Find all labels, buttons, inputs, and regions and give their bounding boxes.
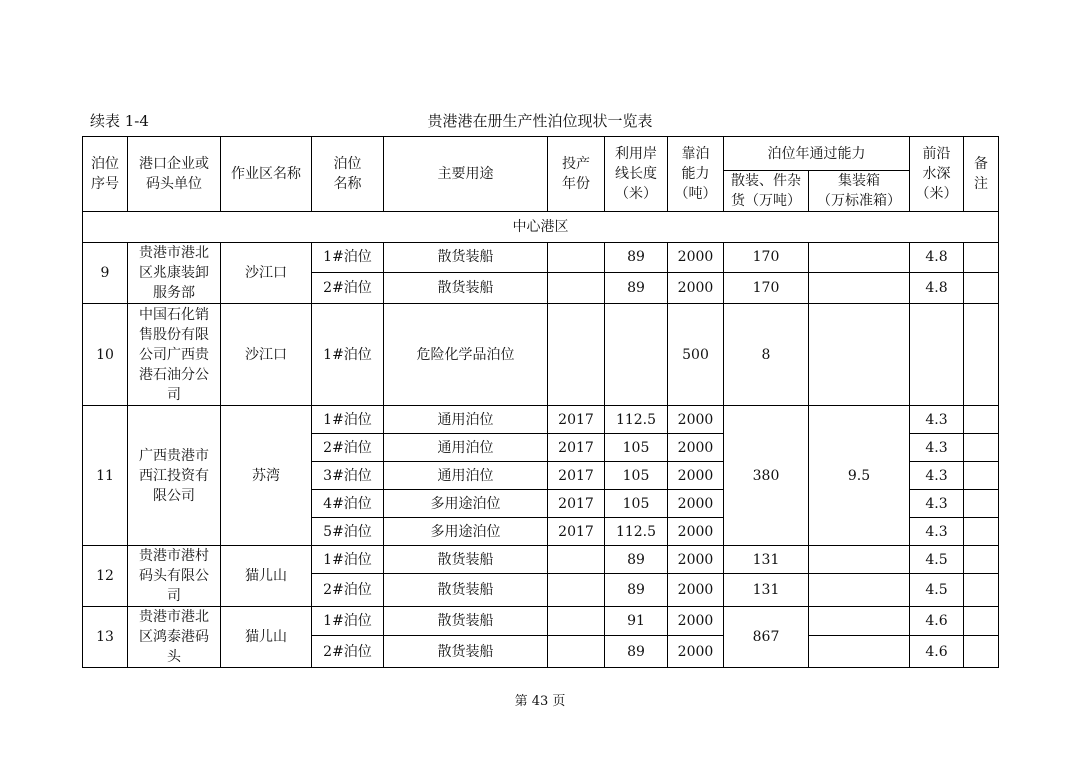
seq-cell: 12 xyxy=(83,546,128,607)
company-cell: 广西贵港市 西江投资有 限公司 xyxy=(128,406,221,546)
year-cell: 2017 xyxy=(548,490,605,518)
header-berth-name: 泊位 名称 xyxy=(312,137,384,212)
length-cell: 91 xyxy=(605,607,668,636)
header-usage: 主要用途 xyxy=(384,137,548,212)
company-cell: 贵港市港村 码头有限公 司 xyxy=(128,546,221,607)
zone-cell: 苏湾 xyxy=(221,406,312,546)
depth-cell: 4.5 xyxy=(910,574,964,607)
year-cell xyxy=(548,574,605,607)
bulk-cell: 131 xyxy=(724,574,809,607)
length-cell: 112.5 xyxy=(605,518,668,546)
bulk-cell: 131 xyxy=(724,546,809,574)
year-cell: 2017 xyxy=(548,462,605,490)
length-cell: 112.5 xyxy=(605,406,668,434)
remark-cell xyxy=(964,304,999,406)
container-cell xyxy=(809,243,910,273)
berth-table xyxy=(82,136,999,668)
usage-cell: 多用途泊位 xyxy=(384,490,548,518)
usage-cell: 散货装船 xyxy=(384,243,548,273)
company-cell: 贵港市港北 区兆康装卸 服务部 xyxy=(128,243,221,304)
table-row xyxy=(83,406,999,434)
year-cell: 2017 xyxy=(548,518,605,546)
depth-cell: 4.3 xyxy=(910,406,964,434)
berth-cell: 2#泊位 xyxy=(312,636,384,668)
berth-cell: 1#泊位 xyxy=(312,607,384,636)
seq-cell: 9 xyxy=(83,243,128,304)
usage-cell: 散货装船 xyxy=(384,574,548,607)
zone-cell: 猫儿山 xyxy=(221,607,312,668)
header-remark: 备 注 xyxy=(964,137,999,212)
zone-cell: 猫儿山 xyxy=(221,546,312,607)
capacity-cell: 2000 xyxy=(668,574,724,607)
page-number: 43 xyxy=(531,694,549,709)
header-capacity: 靠泊 能力 （吨） xyxy=(668,137,724,212)
year-cell xyxy=(548,304,605,406)
bulk-cell: 380 xyxy=(724,406,809,546)
page-prefix: 第 xyxy=(514,694,528,709)
year-cell xyxy=(548,272,605,303)
berth-cell: 1#泊位 xyxy=(312,406,384,434)
table-number: 续表 1-4 xyxy=(90,112,149,130)
header-container: 集装箱 （万标准箱） xyxy=(809,171,910,212)
remark-cell xyxy=(964,462,999,490)
seq-cell: 10 xyxy=(83,304,128,406)
year-cell: 2017 xyxy=(548,434,605,462)
berth-cell: 1#泊位 xyxy=(312,304,384,406)
table-row xyxy=(83,304,999,406)
year-cell xyxy=(548,607,605,636)
capacity-cell: 2000 xyxy=(668,490,724,518)
usage-cell: 散货装船 xyxy=(384,272,548,303)
remark-cell xyxy=(964,272,999,303)
usage-cell: 散货装船 xyxy=(384,607,548,636)
usage-cell: 通用泊位 xyxy=(384,434,548,462)
header-year: 投产 年份 xyxy=(548,137,605,212)
header-company: 港口企业或 码头单位 xyxy=(128,137,221,212)
length-cell: 89 xyxy=(605,272,668,303)
depth-cell: 4.3 xyxy=(910,462,964,490)
usage-cell: 散货装船 xyxy=(384,636,548,668)
berth-cell: 3#泊位 xyxy=(312,462,384,490)
section-row: 中心港区 xyxy=(83,212,999,243)
capacity-cell: 2000 xyxy=(668,243,724,273)
usage-cell: 通用泊位 xyxy=(384,406,548,434)
remark-cell xyxy=(964,636,999,668)
header-bulk: 散装、件杂 货（万吨） xyxy=(724,171,809,212)
length-cell: 89 xyxy=(605,546,668,574)
seq-cell: 11 xyxy=(83,406,128,546)
usage-cell: 通用泊位 xyxy=(384,462,548,490)
depth-cell: 4.3 xyxy=(910,490,964,518)
length-cell: 89 xyxy=(605,574,668,607)
header-length: 利用岸 线长度 （米） xyxy=(605,137,668,212)
zone-cell: 沙江口 xyxy=(221,304,312,406)
usage-cell: 多用途泊位 xyxy=(384,518,548,546)
capacity-cell: 2000 xyxy=(668,462,724,490)
remark-cell xyxy=(964,574,999,607)
length-cell: 105 xyxy=(605,462,668,490)
container-cell xyxy=(809,546,910,574)
length-cell: 89 xyxy=(605,243,668,273)
header-depth: 前沿 水深 （米） xyxy=(910,137,964,212)
remark-cell xyxy=(964,243,999,273)
container-cell xyxy=(809,304,910,406)
page-footer xyxy=(0,690,1080,709)
year-cell xyxy=(548,546,605,574)
header-zone: 作业区名称 xyxy=(221,137,312,212)
capacity-cell: 2000 xyxy=(668,518,724,546)
berth-cell: 2#泊位 xyxy=(312,434,384,462)
usage-cell: 危险化学品泊位 xyxy=(384,304,548,406)
container-cell xyxy=(809,574,910,607)
berth-cell: 5#泊位 xyxy=(312,518,384,546)
capacity-cell: 2000 xyxy=(668,607,724,636)
length-cell: 105 xyxy=(605,490,668,518)
length-cell: 105 xyxy=(605,434,668,462)
container-cell xyxy=(809,607,910,636)
depth-cell: 4.5 xyxy=(910,546,964,574)
container-cell xyxy=(809,272,910,303)
bulk-cell: 170 xyxy=(724,272,809,303)
company-cell: 贵港市港北 区鸿泰港码 头 xyxy=(128,607,221,668)
container-cell xyxy=(809,636,910,668)
container-cell: 9.5 xyxy=(809,406,910,546)
berth-cell: 2#泊位 xyxy=(312,272,384,303)
capacity-cell: 2000 xyxy=(668,406,724,434)
company-cell: 中国石化销 售股份有限 公司广西贵 港石油分公 司 xyxy=(128,304,221,406)
table-title: 贵港港在册生产性泊位现状一览表 xyxy=(427,112,653,130)
zone-cell: 沙江口 xyxy=(221,243,312,304)
year-cell xyxy=(548,243,605,273)
depth-cell: 4.6 xyxy=(910,607,964,636)
capacity-cell: 2000 xyxy=(668,546,724,574)
year-cell xyxy=(548,636,605,668)
berth-cell: 1#泊位 xyxy=(312,243,384,273)
usage-cell: 散货装船 xyxy=(384,546,548,574)
seq-cell: 13 xyxy=(83,607,128,668)
table-row xyxy=(83,546,999,574)
remark-cell xyxy=(964,490,999,518)
depth-cell: 4.3 xyxy=(910,518,964,546)
berth-cell: 4#泊位 xyxy=(312,490,384,518)
bulk-cell: 867 xyxy=(724,607,809,668)
depth-cell: 4.6 xyxy=(910,636,964,668)
length-cell xyxy=(605,304,668,406)
year-cell: 2017 xyxy=(548,406,605,434)
header-throughput: 泊位年通过能力 xyxy=(724,137,910,171)
remark-cell xyxy=(964,434,999,462)
page-suffix: 页 xyxy=(552,694,566,709)
remark-cell xyxy=(964,518,999,546)
table-row xyxy=(83,607,999,636)
berth-cell: 1#泊位 xyxy=(312,546,384,574)
remark-cell xyxy=(964,607,999,636)
depth-cell: 4.8 xyxy=(910,272,964,303)
table-row xyxy=(83,243,999,273)
capacity-cell: 2000 xyxy=(668,272,724,303)
depth-cell: 4.8 xyxy=(910,243,964,273)
remark-cell xyxy=(964,406,999,434)
length-cell: 89 xyxy=(605,636,668,668)
remark-cell xyxy=(964,546,999,574)
depth-cell xyxy=(910,304,964,406)
capacity-cell: 2000 xyxy=(668,434,724,462)
berth-cell: 2#泊位 xyxy=(312,574,384,607)
capacity-cell: 500 xyxy=(668,304,724,406)
capacity-cell: 2000 xyxy=(668,636,724,668)
header-seq: 泊位 序号 xyxy=(83,137,128,212)
bulk-cell: 170 xyxy=(724,243,809,273)
depth-cell: 4.3 xyxy=(910,434,964,462)
bulk-cell: 8 xyxy=(724,304,809,406)
